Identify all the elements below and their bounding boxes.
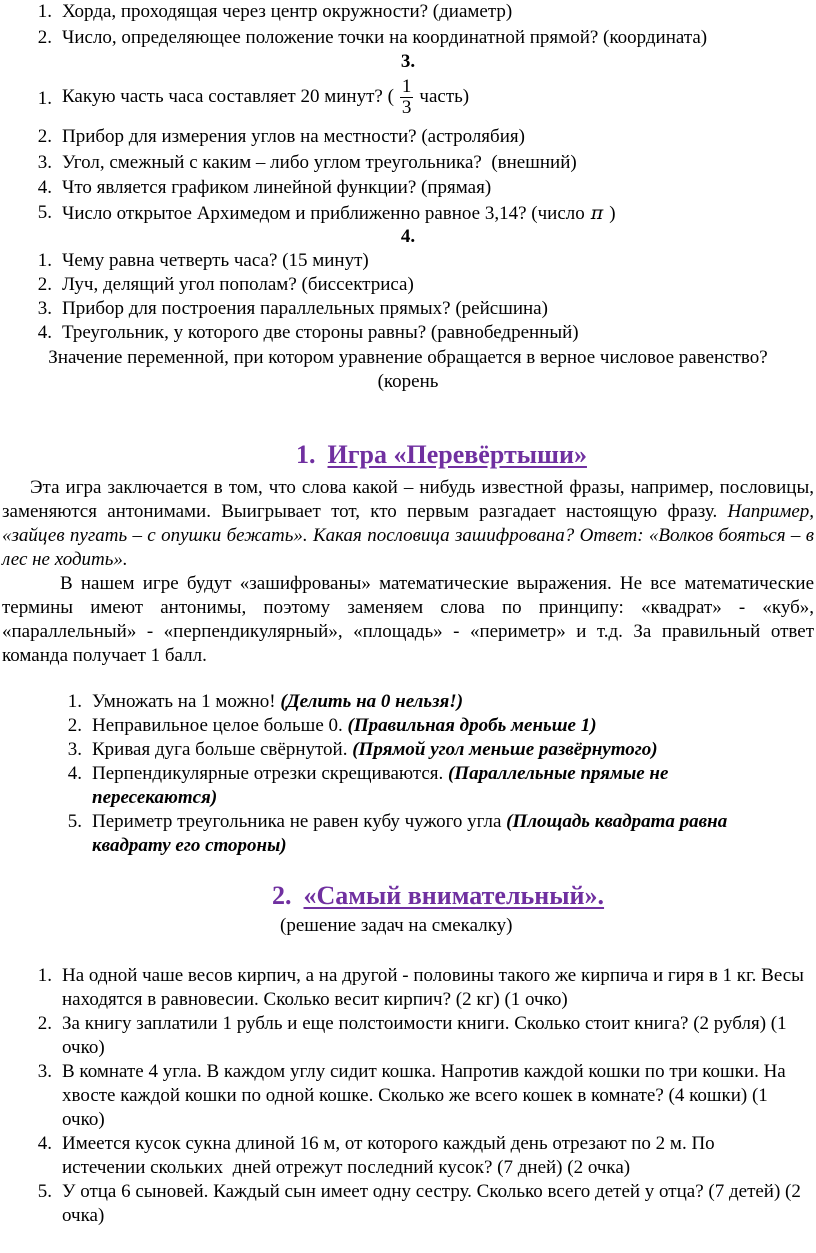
item-answer: (Правильная дробь меньше 1): [347, 715, 597, 736]
item-text: [92, 762, 752, 810]
item-text: Прибор для измерения углов на местности? (астролябия): [62, 126, 525, 147]
section-3-label: 3.: [400, 51, 416, 72]
item-text: [92, 810, 808, 858]
item-text-before: Число открытое Архимедом и приближенно равное 3,14? (число: [62, 203, 585, 224]
item-text: [92, 690, 463, 714]
item-text: На одной чаше весов кирпич, а на другой - половины такого же кирпича и гиря в 1 кг. Весы находятся в равновесии. Сколько весит кирпич? (2 кг) (1 очко): [62, 965, 804, 1010]
item-number: 2.: [67, 715, 82, 736]
item-number: 2.: [37, 274, 52, 295]
item-phrase: Периметр треугольника не равен кубу чужого угла: [92, 811, 502, 832]
item-text-before: Какую часть часа составляет 20 минут? (: [62, 86, 394, 107]
item-answer: (Параллельные прямые не пересекаются): [92, 763, 669, 808]
item-text: За книгу заплатили 1 рубль и еще полстоимости книги. Сколько стоит книга? (2 рубля) (1 очко): [62, 1013, 787, 1058]
game-1-rules-paragraph: В нашем игре будут «зашифрованы» математические выражения. Не все математические термины имеют антонимы, поэтому заменяем слова по принципу: «квадрат» - «куб», «параллельный» - «перпендикулярный», «площадь» - «периметр» и т.д. За правильный ответ команда получает 1 балл.: [2, 573, 814, 666]
item-text: [92, 738, 658, 762]
game-2-subtitle: (решение задач на смекалку): [280, 915, 513, 936]
item-text-after: часть): [419, 86, 470, 107]
item-number: 2.: [37, 1013, 52, 1034]
fraction-numerator: 1: [401, 76, 412, 98]
item-phrase: Умножать на 1 можно!: [92, 691, 276, 712]
item-number: 3.: [37, 1061, 52, 1082]
item-text: [62, 201, 616, 226]
item-number: 4.: [67, 763, 82, 784]
item-number: 5.: [37, 1181, 52, 1202]
item-text: Чему равна четверть часа? (15 минут): [62, 250, 369, 271]
item-text: Имеется кусок сукна длиной 16 м, от которого каждый день отрезают по 2 м. По истечении скольких дней отрежут последний кусок? (7 дней) (2 очка): [62, 1133, 720, 1178]
game-2-heading: [272, 881, 605, 910]
list-item: [30, 151, 810, 177]
fraction-denominator: 3: [401, 97, 412, 119]
item-number: 1.: [37, 250, 52, 271]
intro-text: Эта игра заключается в том, что слова какой – нибудь известной фразы, например, пословицы, заменяются антонимами. Выигрывает тот, кто первым разгадает настоящую фразу.: [2, 477, 814, 522]
item-text: Число, определяющее положение точки на координатной прямой? (координата): [62, 27, 708, 48]
item-number: 4.: [37, 177, 52, 198]
centered-answer-line: (корень: [377, 371, 439, 392]
item-answer: (Прямой угол меньше развёрнутого): [352, 739, 658, 760]
item-number: 2.: [37, 27, 52, 48]
item-phrase: Перпендикулярные отрезки скрещиваются.: [92, 763, 444, 784]
item-number: 3.: [37, 298, 52, 319]
list-item: [30, 26, 810, 52]
item-text: Треугольник, у которого две стороны равны? (равнобедренный): [62, 322, 579, 343]
item-text: Что является графиком линейной функции? (прямая): [62, 177, 492, 198]
item-text: В комнате 4 угла. В каждом углу сидит кошка. Напротив каждой кошки по три кошки. На хвосте каждой кошки по одной кошке. Сколько же всего кошек в комнате? (4 кошки) (1 очко): [62, 1061, 786, 1130]
game-1-title: Игра «Перевёртыши»: [327, 440, 587, 469]
item-text: [92, 714, 597, 738]
item-phrase: Неправильное целое больше 0.: [92, 715, 343, 736]
item-number: 3.: [67, 739, 82, 760]
fraction-one-third: [400, 77, 414, 118]
section-4-label: 4.: [400, 226, 416, 247]
list-item: [30, 125, 810, 151]
item-number: 2.: [37, 126, 52, 147]
game-2-title: «Самый внимательный».: [303, 881, 605, 910]
item-number: 1.: [37, 1, 52, 22]
item-text: Луч, делящий угол пополам? (биссектриса): [62, 274, 414, 295]
item-text-after: ): [609, 203, 616, 224]
item-text: У отца 6 сыновей. Каждый сын имеет одну сестру. Сколько всего детей у отца? (7 детей) (2 очка): [62, 1181, 801, 1226]
list-item: [30, 201, 810, 227]
item-number: 1.: [37, 965, 52, 986]
item-text: Хорда, проходящая через центр окружности? (диаметр): [62, 1, 513, 22]
item-text: Угол, смежный с каким – либо углом треугольника? (внешний): [62, 152, 577, 173]
pi-symbol: π: [590, 202, 604, 224]
item-text: [62, 74, 469, 120]
item-number: 4.: [37, 322, 52, 343]
item-answer: (Площадь квадрата равна квадрату его стороны): [92, 811, 728, 856]
list-item: [30, 74, 810, 120]
intro-example: Например, «зайцев пугать – с опушки бежать». Какая пословица зашифрована? Ответ: «Волков бояться – в лес не ходить».: [2, 501, 814, 570]
list-item: [30, 0, 810, 26]
item-phrase: Кривая дуга больше свёрнутой.: [92, 739, 348, 760]
item-number: 5.: [67, 811, 82, 832]
item-number: 5.: [37, 202, 52, 223]
item-text: Прибор для построения параллельных прямых? (рейсшина): [62, 298, 548, 319]
item-number: 1.: [67, 691, 82, 712]
item-number: 3.: [37, 152, 52, 173]
list-item: [30, 176, 810, 202]
game-1-intro-paragraph: [2, 476, 814, 572]
question-list-a: [30, 0, 810, 52]
centered-question-line: Значение переменной, при котором уравнение обращается в верное числовое равенство?: [48, 347, 768, 368]
game-1-heading: [296, 440, 587, 469]
game-2-number: 2.: [272, 881, 292, 910]
item-answer: (Делить на 0 нельзя!): [280, 691, 464, 712]
item-number: 1.: [37, 88, 52, 109]
game-1-number: 1.: [296, 440, 316, 469]
item-number: 4.: [37, 1133, 52, 1154]
